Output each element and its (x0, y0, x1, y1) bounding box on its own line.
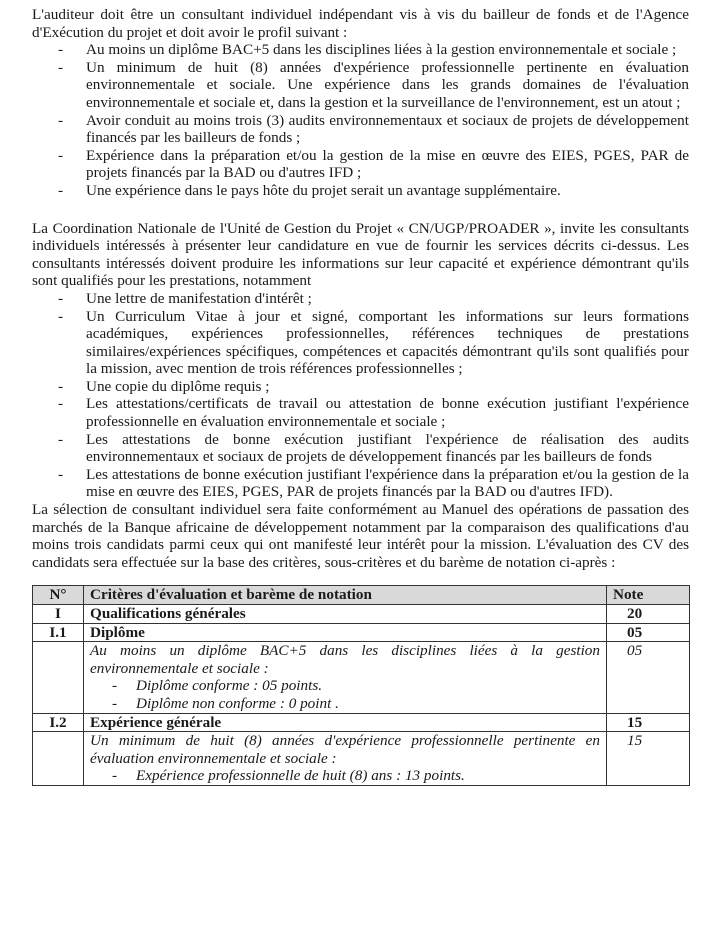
criteria-text: Un minimum de huit (8) années d'expérience professionnelle pertinente en évaluation environnementale et sociale : (90, 732, 600, 767)
selection-paragraph: La sélection de consultant individuel sera faite conformément au Manuel des opérations de passation des marchés de la Banque africaine de développement notamment par la comparaison des qualifications d'au moins trois candidats parmi ceux qui ont manifesté leur intérêt pour la mission. L'évaluation des CV des candidats sera effectuée sur la base des critères, sous-critères et du barème de notation ci-après : (32, 501, 689, 571)
document-item: - Les attestations/certificats de travail ou attestation de bonne exécution justifiant l'expérience professionnelle en évaluation environnementale et sociale ; (32, 395, 689, 430)
criteria-subitem: Diplôme conforme : 05 points. (136, 677, 323, 695)
row-note: 20 (607, 605, 690, 624)
profile-item: - Au moins un diplôme BAC+5 dans les disciplines liées à la gestion environnementale et sociale ; (32, 41, 689, 59)
table-row (33, 713, 690, 732)
row-note: 05 (607, 642, 690, 713)
criteria-detail: Au moins un diplôme BAC+5 dans les disciplines liées à la gestion environnementale et sociale : - Diplôme conforme : 05 points. - Diplôme non conforme : 0 point . (84, 642, 607, 713)
criteria-subitem: Expérience professionnelle de huit (8) ans : 13 points. (136, 767, 465, 785)
profile-item: - Une expérience dans le pays hôte du projet serait un avantage supplémentaire. (32, 182, 689, 200)
profile-item: - Avoir conduit au moins trois (3) audits environnementaux et sociaux de projets de développement financés par les bailleurs de fonds ; (32, 112, 689, 147)
table-row (33, 605, 690, 624)
table-header-row (33, 586, 690, 605)
row-no: I (33, 605, 84, 624)
document-item: - Une lettre de manifestation d'intérêt ; (32, 290, 689, 308)
table-row (33, 642, 690, 713)
document-item: - Un Curriculum Vitae à jour et signé, comportant les informations sur leurs formations académiques, expériences professionnelles, références techniques de prestations similaires/expériences spécifiques, compétences et capacités démontrant qu'ils sont qualifiés pour la mission, avec mention de trois références professionnelles ; (32, 308, 689, 378)
intro-paragraph: L'auditeur doit être un consultant individuel indépendant vis à vis du bailleur de fonds et de l'Agence d'Exécution du projet et doit avoir le profil suivant : (32, 6, 689, 41)
row-label: Expérience générale (84, 713, 607, 732)
row-label: Diplôme (84, 623, 607, 642)
criteria-detail: Un minimum de huit (8) années d'expérience professionnelle pertinente en évaluation environnementale et sociale : - Expérience professionnelle de huit (8) ans : 13 points. (84, 732, 607, 786)
header-criteria: Critères d'évaluation et barème de notation (84, 586, 607, 605)
invite-paragraph: La Coordination Nationale de l'Unité de Gestion du Projet « CN/UGP/PROADER », invite les consultants individuels intéressés à présenter leur candidature en vue de fournir les services décrits ci-dessus. Les consultants intéressés doivent produire les informations sur leur capacité et expérience démontrant qu'ils sont qualifiés pour les prestations, notamment (32, 219, 689, 290)
header-note: Note (607, 586, 690, 605)
row-note: 15 (607, 713, 690, 732)
criteria-subitem: Diplôme non conforme : 0 point . (136, 694, 339, 712)
table-row (33, 732, 690, 786)
criteria-table (32, 585, 690, 786)
criteria-text: Au moins un diplôme BAC+5 dans les disciplines liées à la gestion environnementale et sociale : (90, 642, 600, 677)
documents-list (32, 290, 689, 501)
header-no: N° (33, 586, 84, 605)
row-no: I.1 (33, 623, 84, 642)
table-row (33, 623, 690, 642)
profile-item: - Un minimum de huit (8) années d'expérience professionnelle pertinente en évaluation environnementale et sociale. Une expérience dans les grands domaines de l'évaluation environnementale et sociale et, dans la gestion et la surveillance de l'environnement, est un atout ; (32, 59, 689, 112)
row-note: 15 (607, 732, 690, 786)
row-note: 05 (607, 623, 690, 642)
row-no: I.2 (33, 713, 84, 732)
row-label: Qualifications générales (84, 605, 607, 624)
document-item: - Une copie du diplôme requis ; (32, 378, 689, 396)
profile-item: - Expérience dans la préparation et/ou la gestion de la mise en œuvre des EIES, PGES, PAR de projets financés par la BAD ou d'autres IFD ; (32, 147, 689, 182)
profile-list (32, 41, 689, 199)
document-item: - Les attestations de bonne exécution justifiant l'expérience dans la préparation et/ou la gestion de la mise en œuvre des EIES, PGES, PAR de projets financés par la BAD ou d'autres IFD). (32, 466, 689, 501)
document-item: - Les attestations de bonne exécution justifiant l'expérience de réalisation des audits environnementaux et sociaux de projets de développement financés par les bailleurs de fonds (32, 431, 689, 466)
